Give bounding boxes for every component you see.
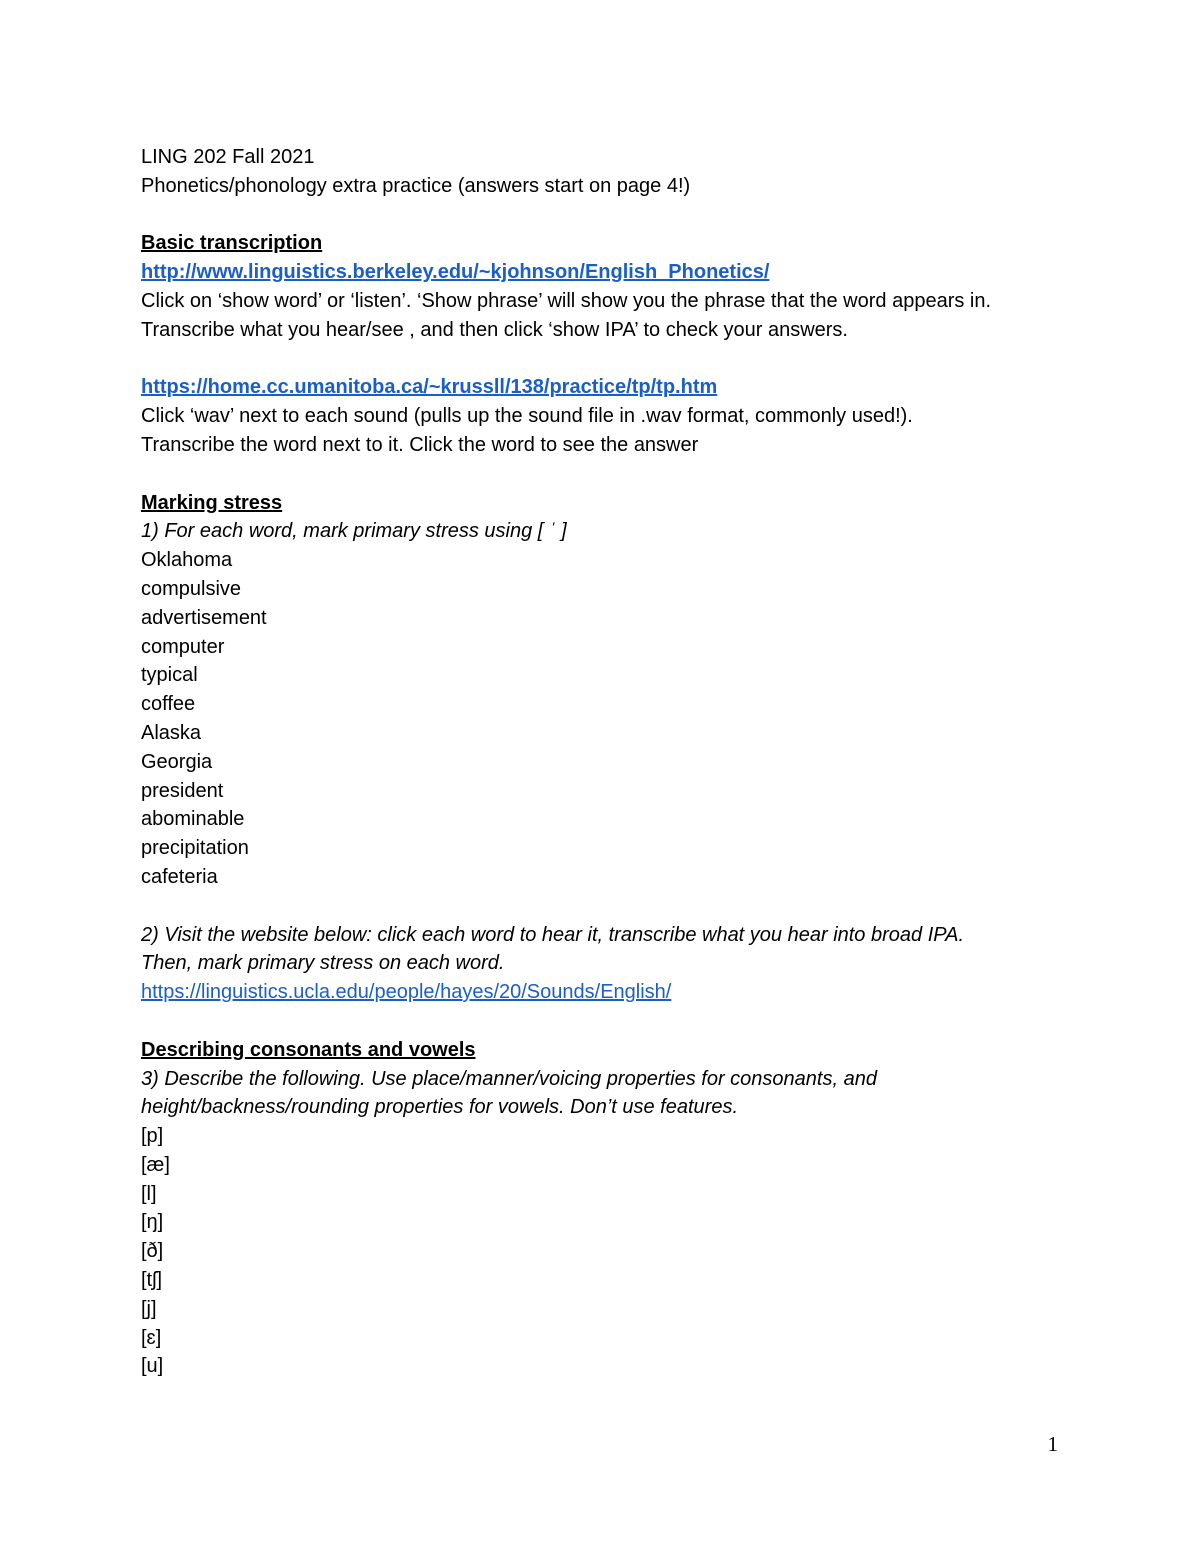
list-item: [u] xyxy=(141,1355,164,1378)
list-item: advertisement xyxy=(141,606,267,629)
list-item: Oklahoma xyxy=(141,549,233,572)
list-item: [ŋ] xyxy=(141,1211,164,1234)
list-item: computer xyxy=(141,635,225,658)
ipa-symbol-list xyxy=(141,1122,1061,1381)
wav-instructions-line2: Transcribe the word next to it. Click the word to see the answer xyxy=(141,433,699,456)
list-item: [j] xyxy=(141,1297,157,1320)
list-item: [tʃ] xyxy=(141,1269,163,1292)
list-item: [l] xyxy=(141,1182,157,1205)
list-item: Georgia xyxy=(141,750,213,773)
list-item: [æ] xyxy=(141,1153,170,1176)
wav-instructions-line1: Click ‘wav’ next to each sound (pulls up the sound file in .wav format, commonly used!). xyxy=(141,405,913,428)
list-item: coffee xyxy=(141,693,196,716)
list-item: abominable xyxy=(141,808,245,831)
question-1: 1) For each word, mark primary stress using [ ˈ ] xyxy=(141,520,567,543)
list-item: Alaska xyxy=(141,721,202,744)
course-title: LING 202 Fall 2021 xyxy=(141,146,315,168)
section-heading-basic-transcription: Basic transcription xyxy=(141,232,323,255)
question-2-line1: 2) Visit the website below: click each word to hear it, transcribe what you hear into broad IPA. xyxy=(141,923,965,946)
section-heading-describing: Describing consonants and vowels xyxy=(141,1038,476,1061)
list-item: cafeteria xyxy=(141,865,218,888)
section-heading-marking-stress: Marking stress xyxy=(141,491,283,514)
list-item: compulsive xyxy=(141,577,242,600)
link-berkeley-phonetics[interactable]: http://www.linguistics.berkeley.edu/~kjohnson/English_Phonetics/ xyxy=(141,261,770,284)
list-item: [ɛ] xyxy=(141,1326,162,1349)
link-umanitoba-practice[interactable]: https://home.cc.umanitoba.ca/~krussll/138/practice/tp/tp.htm xyxy=(141,376,718,399)
document-page xyxy=(141,143,1061,1381)
basic-transcription-instructions: Click on ‘show word’ or ‘listen’. ‘Show phrase’ will show you the phrase that the word appears in. Transcribe what you hear/see , and then click ‘show IPA’ to check your answers. xyxy=(141,289,992,341)
list-item: [p] xyxy=(141,1125,164,1148)
question-3-line2: height/backness/rounding properties for vowels. Don’t use features. xyxy=(141,1096,739,1119)
list-item: [ð] xyxy=(141,1240,164,1263)
list-item: precipitation xyxy=(141,837,249,860)
page-number: 1 xyxy=(1047,1432,1058,1456)
question-2-line2: Then, mark primary stress on each word. xyxy=(141,952,505,975)
list-item: president xyxy=(141,779,224,802)
question-3-line1: 3) Describe the following. Use place/manner/voicing properties for consonants, and xyxy=(141,1067,877,1090)
list-item: typical xyxy=(141,664,198,687)
document-subtitle: Phonetics/phonology extra practice (answers start on page 4!) xyxy=(141,174,691,197)
link-ucla-sounds[interactable]: https://linguistics.ucla.edu/people/hayes/20/Sounds/English/ xyxy=(141,981,672,1004)
stress-word-list xyxy=(141,546,1061,892)
